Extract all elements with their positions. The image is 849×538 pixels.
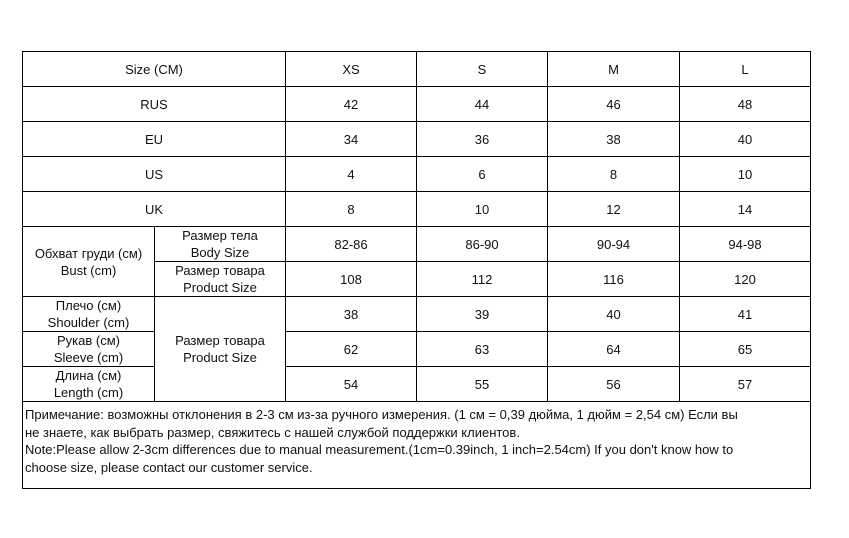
table-row-rus [23, 87, 811, 122]
length-label-ru: Длина (см) [55, 368, 122, 383]
table-cell: 65 [680, 332, 811, 367]
table-cell: 108 [286, 262, 417, 297]
table-cell: 8 [548, 157, 680, 192]
table-row-bust-body [23, 227, 811, 262]
sleeve-label-ru: Рукав (см) [57, 333, 120, 348]
body-size-label-ru: Размер тела [182, 228, 258, 243]
shoulder-label-en: Shoulder (cm) [47, 315, 130, 330]
table-cell: 116 [548, 262, 680, 297]
table-cell: 86-90 [417, 227, 548, 262]
table-cell: 41 [680, 297, 811, 332]
table-cell: 90-94 [548, 227, 680, 262]
body-size-label [155, 227, 286, 262]
row-label: EU [23, 122, 286, 157]
garment-product-size-label-en: Product Size [183, 350, 257, 365]
product-size-label-en: Product Size [183, 280, 257, 295]
bust-label [23, 227, 155, 297]
table-cell: 48 [680, 87, 811, 122]
table-cell: 56 [548, 367, 680, 402]
size-header-m: M [548, 52, 680, 87]
note-line: не знаете, как выбрать размер, свяжитесь с нашей службой поддержки клиентов. [25, 424, 520, 440]
length-label [23, 367, 155, 402]
table-cell: 57 [680, 367, 811, 402]
table-cell: 54 [286, 367, 417, 402]
product-size-label [155, 262, 286, 297]
body-size-label-en: Body Size [190, 245, 250, 260]
product-size-label-ru: Размер товара [175, 263, 265, 278]
table-cell: 64 [548, 332, 680, 367]
table-cell: 38 [548, 122, 680, 157]
table-cell: 46 [548, 87, 680, 122]
size-chart-table [22, 51, 811, 489]
table-cell: 40 [680, 122, 811, 157]
shoulder-label-ru: Плечо (см) [55, 298, 122, 313]
table-cell: 12 [548, 192, 680, 227]
header-row [23, 52, 811, 87]
table-cell: 6 [417, 157, 548, 192]
table-cell: 10 [417, 192, 548, 227]
row-label: RUS [23, 87, 286, 122]
table-cell: 44 [417, 87, 548, 122]
bust-label-en: Bust (cm) [60, 262, 117, 278]
table-cell: 42 [286, 87, 417, 122]
table-cell: 40 [548, 297, 680, 332]
table-cell: 34 [286, 122, 417, 157]
note-line: Примечание: возможны отклонения в 2-3 см из-за ручного измерения. (1 см = 0,39 дюйма, 1 дюйм = 2,54 см) Если вы [25, 407, 738, 422]
table-row-length [23, 367, 811, 402]
length-label-en: Length (cm) [53, 385, 124, 400]
table-row-sleeve [23, 332, 811, 367]
table-cell: 4 [286, 157, 417, 192]
table-cell: 55 [417, 367, 548, 402]
table-row-shoulder [23, 297, 811, 332]
table-cell: 94-98 [680, 227, 811, 262]
table-cell: 82-86 [286, 227, 417, 262]
bust-label-ru: Обхват груди (см) [34, 245, 143, 261]
row-label: US [23, 157, 286, 192]
garment-product-size-label [155, 297, 286, 402]
table-cell: 62 [286, 332, 417, 367]
shoulder-label [23, 297, 155, 332]
row-label: UK [23, 192, 286, 227]
sleeve-label-en: Sleeve (cm) [53, 350, 124, 365]
table-cell: 38 [286, 297, 417, 332]
table-cell: 36 [417, 122, 548, 157]
size-header-l: L [680, 52, 811, 87]
note-line: Note:Please allow 2-3cm differences due to manual measurement.(1cm=0.39inch, 1 inch=2.54cm) If you don't know how to [25, 442, 734, 457]
table-cell: 112 [417, 262, 548, 297]
note-row [23, 402, 811, 489]
table-cell: 39 [417, 297, 548, 332]
table-cell: 10 [680, 157, 811, 192]
note-line: choose size, please contact our customer service. [25, 459, 313, 475]
size-header-xs: XS [286, 52, 417, 87]
measurement-note [23, 402, 811, 489]
sleeve-label [23, 332, 155, 367]
table-cell: 8 [286, 192, 417, 227]
table-row-uk [23, 192, 811, 227]
garment-product-size-label-ru: Размер товара [175, 333, 265, 348]
table-cell: 14 [680, 192, 811, 227]
table-cell: 120 [680, 262, 811, 297]
table-cell: 63 [417, 332, 548, 367]
size-header-s: S [417, 52, 548, 87]
size-header-label: Size (CM) [23, 52, 286, 87]
table-row-us [23, 157, 811, 192]
table-row-eu [23, 122, 811, 157]
